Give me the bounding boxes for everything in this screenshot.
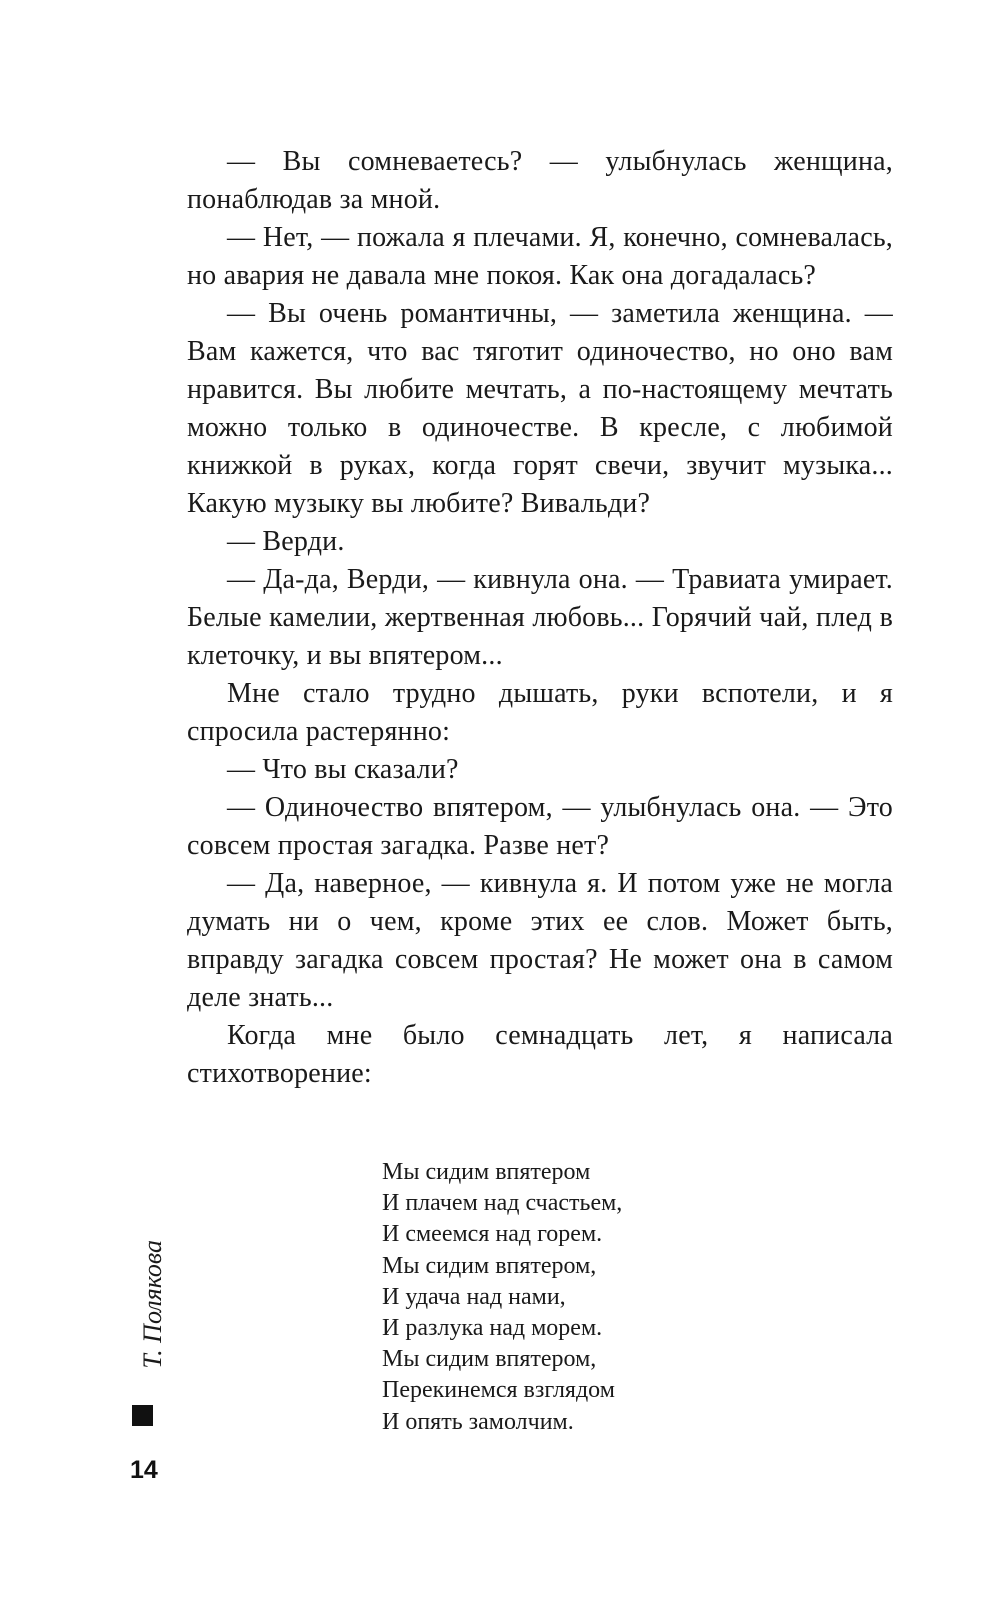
paragraph: — Вы сомневаетесь? — улыбнулась женщина, понаблюдав за мной. bbox=[187, 146, 893, 215]
paragraph: — Что вы сказали? bbox=[227, 754, 459, 785]
poem-line: Мы сидим впятером, bbox=[382, 1346, 597, 1373]
poem-line: Мы сидим впятером bbox=[382, 1159, 591, 1185]
poem-line: Мы сидим впятером, bbox=[382, 1252, 597, 1279]
paragraph: — Вы очень романтичны, — заметила женщина. — Вам кажется, что вас тяготит одиночество, но оно вам нравится. Вы любите мечтать, а по-настоящему мечтать можно только в одиночестве. В кресле, с любимой книжкой в руках, когда горят свечи, звучит музыка... Какую музыку вы любите? Вивальди? bbox=[187, 298, 893, 519]
page-number: 14 bbox=[130, 1456, 158, 1484]
paragraph: — Да-да, Верди, — кивнула она. — Травиата умирает. Белые камелии, жертвенная любовь... Горячий чай, плед в клеточку, и вы впятером... bbox=[187, 564, 893, 671]
poem-line: И разлука над морем. bbox=[382, 1315, 603, 1342]
poem-line: И смеемся над горем. bbox=[382, 1221, 603, 1248]
paragraph: — Да, наверное, — кивнула я. И потом уже не могла думать ни о чем, кроме этих ее слов. Может быть, вправду загадка совсем простая? Не может она в самом деле знать... bbox=[187, 868, 893, 1013]
black-square-icon bbox=[132, 1405, 153, 1426]
poem-line: И плачем над счастьем, bbox=[382, 1190, 623, 1217]
poem-line: Перекинемся взглядом bbox=[382, 1377, 615, 1404]
poem-line: И опять замолчим. bbox=[382, 1408, 574, 1435]
poem-line: И удача над нами, bbox=[382, 1283, 566, 1310]
paragraph: Когда мне было семнадцать лет, я написала стихотворение: bbox=[187, 1020, 893, 1089]
running-head bbox=[131, 1240, 171, 1480]
paragraph: — Верди. bbox=[227, 526, 345, 557]
poem bbox=[382, 1157, 782, 1438]
paragraph: — Нет, — пожала я плечами. Я, конечно, сомневалась, но авария не давала мне покоя. Как она догадалась? bbox=[187, 222, 893, 291]
running-head-author: Т. Полякова bbox=[138, 1240, 167, 1369]
paragraph: — Одиночество впятером, — улыбнулась она. — Это совсем простая загадка. Разве нет? bbox=[187, 792, 893, 861]
paragraph: Мне стало трудно дышать, руки вспотели, и я спросила растерянно: bbox=[187, 678, 893, 747]
body-text bbox=[187, 143, 893, 1093]
